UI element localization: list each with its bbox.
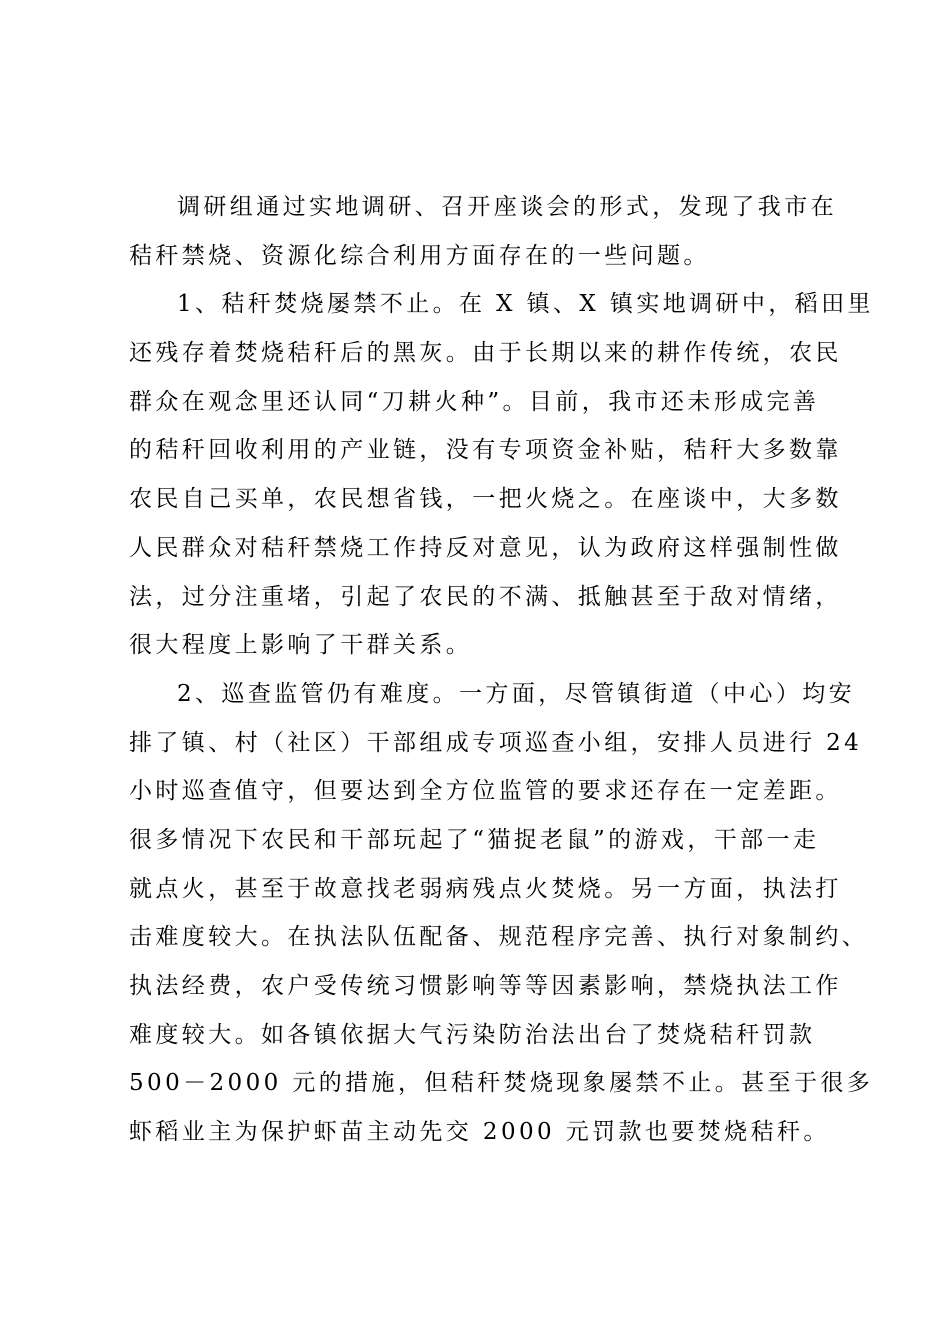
text-line: 虾稻业主为保护虾苗主动先交 2000 元罚款也要焚烧秸秆。: [129, 1119, 830, 1146]
text-line: 很多情况下农民和干部玩起了“猫捉老鼠”的游戏，干部一走: [129, 826, 820, 853]
text-line: 执法经费，农户受传统习惯影响等等因素影响，禁烧执法工作: [129, 973, 842, 999]
text-line: 500－2000 元的措施，但秸秆焚烧现象屡禁不止。甚至于很多: [129, 1070, 874, 1097]
text-line: 2、巡查监管仍有难度。一方面，尽管镇街道（中心）均安: [177, 680, 856, 707]
text-line: 农民自己买单，农民想省钱，一把火烧之。在座谈中，大多数: [129, 486, 842, 513]
paragraph-intro: [129, 183, 837, 280]
text-line: 1、秸秆焚烧屡禁不止。在 X 镇、X 镇实地调研中，稻田里: [177, 291, 874, 318]
document-body: [129, 183, 874, 1157]
text-line: 小时巡查值守，但要达到全方位监管的要求还存在一定差距。: [129, 778, 842, 805]
text-line: 排了镇、村（社区）干部组成专项巡查小组，安排人员进行 24: [129, 729, 863, 756]
text-line: 的秸秆回收利用的产业链，没有专项资金补贴，秸秆大多数靠: [129, 437, 842, 464]
text-line: 调研组通过实地调研、召开座谈会的形式，发现了我市在: [177, 194, 837, 220]
text-line: 群众在观念里还认同“刀耕火种”。目前，我市还未形成完善: [129, 388, 820, 415]
paragraph-straw-burning: [129, 280, 874, 670]
text-line: 秸秆禁烧、资源化综合利用方面存在的一些问题。: [129, 242, 710, 269]
text-line: 就点火，甚至于故意找老弱病残点火焚烧。另一方面，执法打: [129, 875, 842, 902]
text-line: 还残存着焚烧秸秆后的黑灰。由于长期以来的耕作传统，农民: [129, 340, 842, 367]
text-line: 人民群众对秸秆禁烧工作持反对意见，认为政府这样强制性做: [129, 534, 842, 561]
text-line: 很大程度上影响了干群关系。: [129, 632, 473, 659]
paragraph-supervision: [129, 670, 874, 1157]
text-line: 法，过分注重堵，引起了农民的不满、抵触甚至于敌对情绪，: [129, 583, 842, 610]
text-line: 击难度较大。在执法队伍配备、规范程序完善、执行对象制约、: [129, 924, 869, 951]
text-line: 难度较大。如各镇依据大气污染防治法出台了焚烧秸秆罚款: [129, 1021, 816, 1048]
